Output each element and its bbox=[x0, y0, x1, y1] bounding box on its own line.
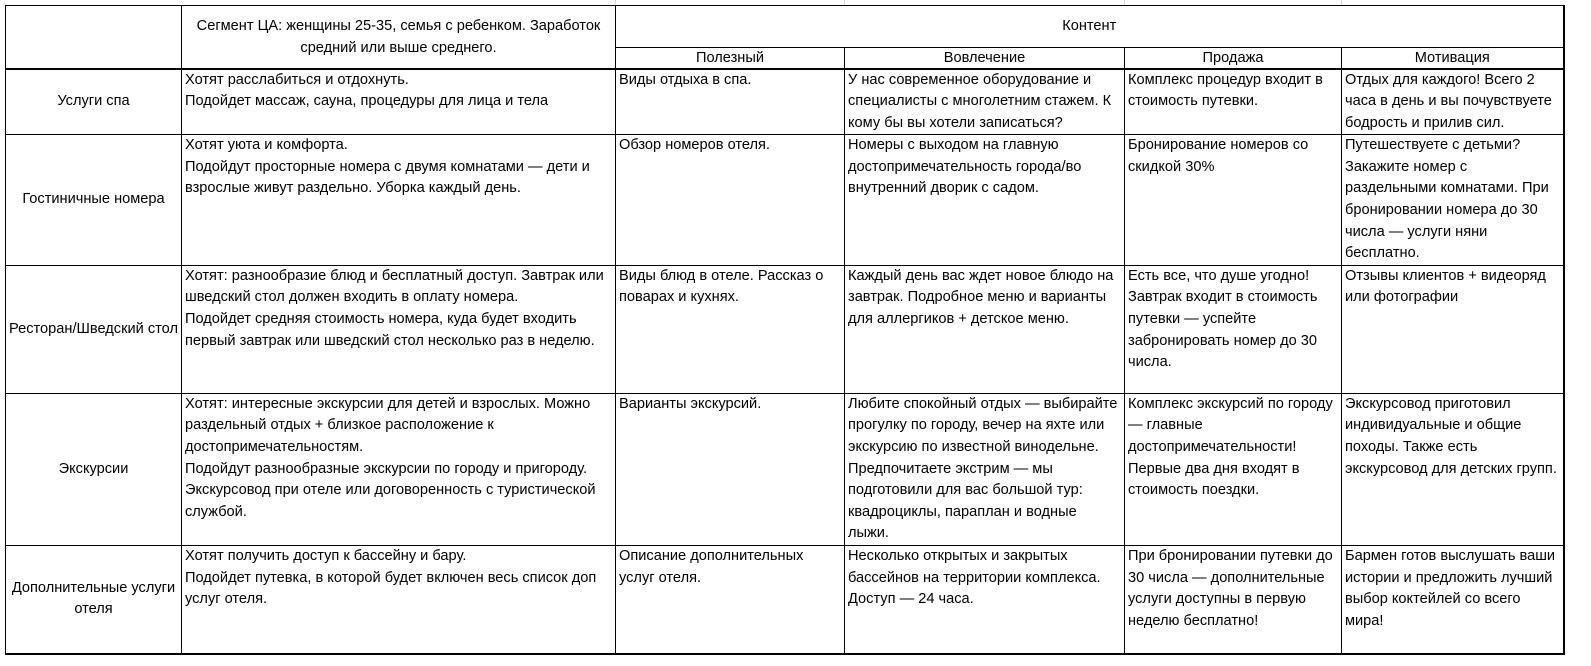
row-header-restaurant[interactable]: Ресторан/Шведский стол bbox=[6, 265, 182, 393]
segment-cell[interactable] bbox=[182, 135, 616, 266]
useful-cell[interactable]: Варианты экскурсий. bbox=[616, 393, 845, 545]
table-row bbox=[6, 69, 1564, 135]
segment-header-cell[interactable]: Сегмент ЦА: женщины 25-35, семья с ребенком. Заработок средний или выше среднего. bbox=[182, 6, 616, 69]
engagement-cell[interactable]: Несколько открытых и закрытых бассейнов на территории комплекса. Доступ — 24 часа. bbox=[845, 546, 1125, 654]
segment-offer: Подойдет массаж, сауна, процедуры для лица и тела bbox=[185, 93, 549, 110]
segment-offer: Подойдет путевка, в которой будет включен весь список доп услуг отеля. bbox=[185, 569, 597, 608]
motivation-cell[interactable]: Бармен готов выслушать ваши истории и предложить лучший выбор коктейлей со всего мира! bbox=[1342, 546, 1564, 654]
segment-need: Хотят уюта и комфорта. bbox=[185, 137, 348, 154]
corner-cell[interactable] bbox=[6, 6, 182, 69]
row-header-rooms[interactable]: Гостиничные номера bbox=[6, 135, 182, 266]
row-header-excursions[interactable]: Экскурсии bbox=[6, 393, 182, 545]
motivation-cell[interactable]: Экскурсовод приготовил индивидуальные и общие походы. Также есть экскурсовод для детских групп. bbox=[1342, 393, 1564, 545]
column-header-useful[interactable]: Полезный bbox=[616, 48, 845, 69]
motivation-cell[interactable]: Отдых для каждого! Всего 2 часа в день и вы почувствуете бодрость и прилив сил. bbox=[1342, 69, 1564, 135]
segment-need: Хотят: разнообразие блюд и бесплатный доступ. Завтрак или шведский стол должен входить в оплату номера. bbox=[185, 267, 604, 306]
motivation-cell[interactable]: Путешествуете с детьми? Закажите номер с раздельными комнатами. При бронировании номера до 30 числа — услуги няни бесплатно. bbox=[1342, 135, 1564, 266]
segment-need: Хотят расслабиться и отдохнуть. bbox=[185, 71, 409, 88]
table-row bbox=[6, 265, 1564, 393]
column-header-sale[interactable]: Продажа bbox=[1125, 48, 1342, 69]
segment-cell[interactable] bbox=[182, 546, 616, 654]
useful-cell[interactable]: Виды отдыха в спа. bbox=[616, 69, 845, 135]
sale-cell[interactable]: Бронирование номеров со скидкой 30% bbox=[1125, 135, 1342, 266]
motivation-cell[interactable]: Отзывы клиентов + видеоряд или фотографии bbox=[1342, 265, 1564, 393]
table-row bbox=[6, 393, 1564, 545]
sale-cell[interactable]: При бронировании путевки до 30 числа — дополнительные услуги доступны в первую неделю бесплатно! bbox=[1125, 546, 1342, 654]
column-header-engagement[interactable]: Вовлечение bbox=[845, 48, 1125, 69]
useful-cell[interactable]: Виды блюд в отеле. Рассказ о поварах и кухнях. bbox=[616, 265, 845, 393]
sale-cell[interactable]: Комплекс процедур входит в стоимость путевки. bbox=[1125, 69, 1342, 135]
row-header-spa[interactable]: Услуги спа bbox=[6, 69, 182, 135]
segment-offer: Подойдут разнообразные экскурсии по городу и пригороду. Экскурсовод при отеле или договоренность с туристической службой. bbox=[185, 460, 596, 520]
column-header-motivation[interactable]: Мотивация bbox=[1342, 48, 1564, 69]
segment-offer: Подойдет средняя стоимость номера, куда будет входить первый завтрак или шведский стол несколько раз в неделю. bbox=[185, 311, 595, 349]
row-header-extra-services[interactable]: Дополнительные услуги отеля bbox=[6, 546, 182, 654]
useful-cell[interactable]: Обзор номеров отеля. bbox=[616, 135, 845, 266]
header-row bbox=[6, 6, 1564, 48]
engagement-cell[interactable]: У нас современное оборудование и специалисты с многолетним стажем. К кому бы вы хотели записаться? bbox=[845, 69, 1125, 135]
sale-cell[interactable]: Есть все, что душе угодно! Завтрак входит в стоимость путевки — успейте забронировать номер до 30 числа. bbox=[1125, 265, 1342, 393]
content-header-cell[interactable]: Контент bbox=[616, 6, 1564, 48]
sale-cell[interactable]: Комплекс экскурсий по городу — главные достопримечательности! Первые два дня входят в стоимость поездки. bbox=[1125, 393, 1342, 545]
segment-offer: Подойдут просторные номера с двумя комнатами — дети и взрослые живут раздельно. Уборка каждый день. bbox=[185, 158, 590, 197]
engagement-cell[interactable]: Номеры с выходом на главную достопримечательность города/во внутренний дворик с садом. bbox=[845, 135, 1125, 266]
content-plan-table bbox=[5, 5, 1565, 655]
segment-cell[interactable] bbox=[182, 393, 616, 545]
engagement-cell[interactable]: Любите спокойный отдых — выбирайте прогулку по городу, вечер на яхте или экскурсию по известной винодельне. Предпочитаете экстрим — мы подготовили для вас большой тур: квадроциклы, параплан и водные лыжи. bbox=[845, 393, 1125, 545]
segment-cell[interactable] bbox=[182, 69, 616, 135]
segment-need: Хотят: интересные экскурсии для детей и взрослых. Можно раздельный отдых + близкое расположение к достопримечательностям. bbox=[185, 395, 591, 456]
table-row bbox=[6, 135, 1564, 266]
engagement-cell[interactable]: Каждый день вас ждет новое блюдо на завтрак. Подробное меню и варианты для аллергиков + детское меню. bbox=[845, 265, 1125, 393]
table-row bbox=[6, 546, 1564, 654]
segment-cell[interactable] bbox=[182, 265, 616, 393]
segment-need: Хотят получить доступ к бассейну и бару. bbox=[185, 548, 467, 564]
useful-cell[interactable]: Описание дополнительных услуг отеля. bbox=[616, 546, 845, 654]
